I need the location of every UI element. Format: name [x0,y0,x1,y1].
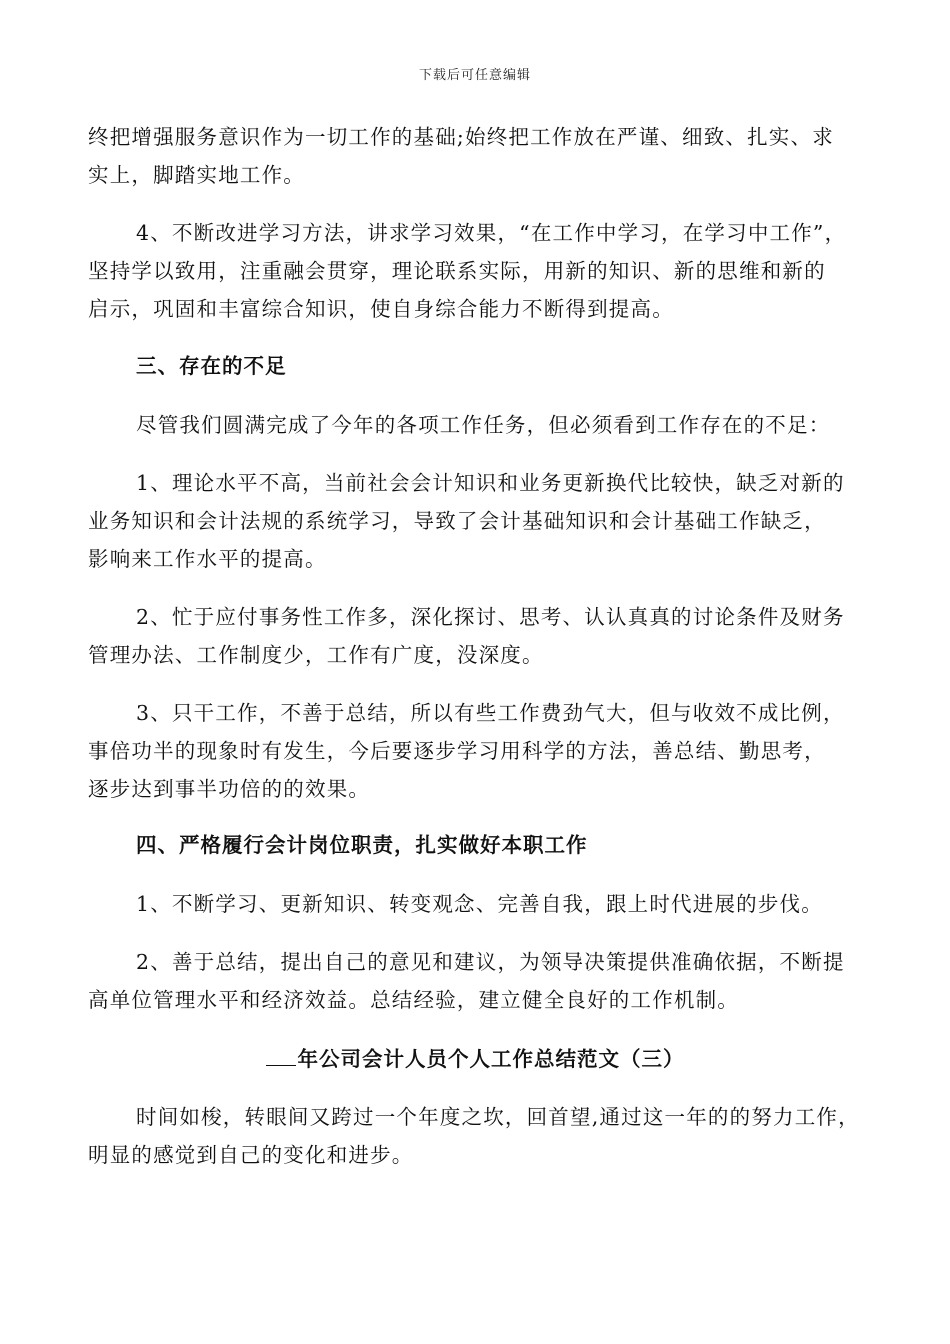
paragraph-line: 逐步达到事半功倍的的效果。 [88,777,371,801]
paragraph-line: 1、理论水平不高，当前社会会计知识和业务更新换代比较快，缺乏对新的 [136,471,845,495]
paragraph-line: 终把增强服务意识作为一切工作的基础;始终把工作放在严谨、细致、扎实、求 [88,125,834,149]
section-heading: 三、存在的不足 [136,354,287,378]
section-title-text: 年公司会计人员个人工作总结范文（三） [297,1047,685,1071]
paragraph-line: 坚持学以致用，注重融会贯穿，理论联系实际，用新的知识、新的思维和新的 [88,259,826,283]
paragraph-line: 影响来工作水平的提高。 [88,547,327,571]
paragraph-line: 4、不断改进学习方法，讲求学习效果，“在工作中学习，在学习中工作”， [136,221,847,245]
paragraph-line: 2、善于总结，提出自己的意见和建议，为领导决策提供准确依据，不断提 [136,950,845,974]
paragraph-line: 1、不断学习、更新知识、转变观念、完善自我，跟上时代进展的步伐。 [136,892,823,916]
paragraph-line: 启示，巩固和丰富综合知识，使自身综合能力不断得到提高。 [88,297,674,321]
page-header: 下载后可任意编辑 [418,68,531,83]
paragraph-line: 明显的感觉到自己的变化和进步。 [88,1143,414,1167]
paragraph-line: 实上，脚踏实地工作。 [88,163,305,187]
paragraph-line: 尽管我们圆满完成了今年的各项工作任务，但必须看到工作存在的不足： [136,413,831,437]
paragraph-line: 事倍功半的现象时有发生，今后要逐步学习用科学的方法，善总结、勤思考， [88,739,826,763]
paragraph-line: 时间如梭，转眼间又跨过一个年度之坎，回首望,通过这一年的的努力工作， [136,1105,860,1129]
section-heading: 四、严格履行会计岗位职责，扎实做好本职工作 [136,833,588,857]
title-blank-underline [266,1045,296,1066]
paragraph-line: 高单位管理水平和经济效益。总结经验，建立健全良好的工作机制。 [88,988,739,1012]
paragraph-line: 管理办法、工作制度少，工作有广度，没深度。 [88,643,544,667]
paragraph-line: 3、只干工作，不善于总结，所以有些工作费劲气大，但与收效不成比例， [136,701,845,725]
paragraph-line: 业务知识和会计法规的系统学习，导致了会计基础知识和会计基础工作缺乏， [88,509,826,533]
section-title [0,1044,950,1074]
paragraph-line: 2、忙于应付事务性工作多，深化探讨、思考、认认真真的讨论条件及财务 [136,605,845,629]
